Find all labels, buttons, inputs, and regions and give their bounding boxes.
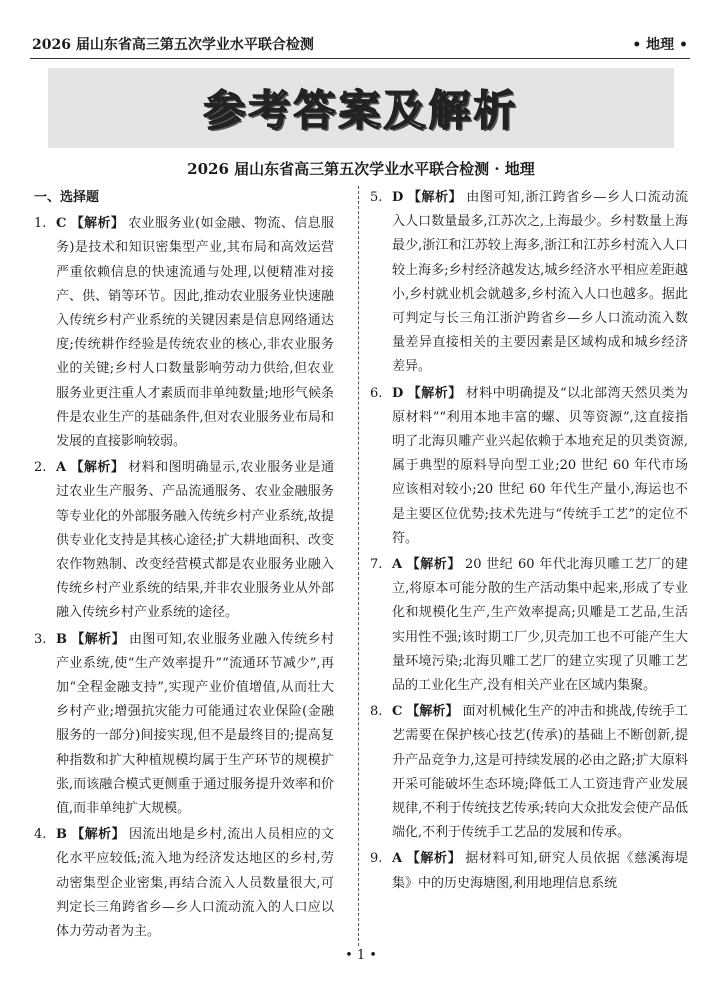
question-item xyxy=(370,186,688,380)
analysis-text: 由图可知,农业服务业融入传统乡村产业系统,使“生产效率提升”“流通环节减少”,再加“全程金融支持”,实现产业价值增值,从而壮大乡村产业;增强抗灾能力可能通过农业保险(金融服务的一部分)间接实现,但不是最终目的;提高复种指数和扩大种植规模均属于生产环节的规模扩张,而该融合模式更侧重于通过服务提升效率和价值,而非单纯扩大规模。 xyxy=(56,631,334,817)
answer-letter: C xyxy=(56,216,67,232)
analysis-tag: 【解析】 xyxy=(71,827,125,843)
analysis-tag: 【解析】 xyxy=(406,704,459,720)
subject-label: • 地理 • xyxy=(632,37,688,53)
question-item xyxy=(34,628,334,822)
analysis-tag: 【解析】 xyxy=(70,460,125,476)
answer-letter: D xyxy=(392,385,404,401)
analysis-tag: 【解析】 xyxy=(406,557,461,573)
analysis-text: 因流出地是乡村,流出人员相应的文化水平应较低;流入地为经济发达地区的乡村,劳动密集型企业密集,再结合流入人员数量很大,可判定长三角跨省乡—乡人口流动流入的人口应以体力劳动者为主。 xyxy=(56,827,334,940)
question-number: 8. xyxy=(370,704,383,720)
column-divider xyxy=(358,186,359,946)
question-number: 4. xyxy=(34,827,47,843)
answer-letter: A xyxy=(392,851,403,867)
analysis-text: 面对机械化生产的冲击和挑战,传统手工艺需要在保护核心技艺(传承)的基础上不断创新,提升产品竞争力,这是可持续发展的必由之路;扩大原料开采可能破坏生态环境;降低工人工资违背产业发展规律,不利于传统技艺传承;转向大众批发会使产品低端化,不利于传统手工艺品的发展和传承。 xyxy=(392,704,688,841)
question-item xyxy=(370,382,688,551)
analysis-text: 材料中明确提及“以北部湾天然贝类为原材料”“利用本地丰富的螺、贝等资源”,这直接指明了北海贝雕产业兴起依赖于本地充足的贝类资源,属于典型的原料导向型工业;20 世纪 60 年代市场应该相对较小;20 世纪 60 年代生产量小,海运也不是主要区位优势;技术先进与“传统手工艺”的定位不符。 xyxy=(392,385,688,546)
title-banner xyxy=(48,68,674,148)
banner-title: 参考答案及解析 xyxy=(203,86,519,135)
question-item xyxy=(370,700,688,845)
question-number: 9. xyxy=(370,851,383,867)
question-number: 7. xyxy=(370,557,383,573)
answer-letter: B xyxy=(56,631,67,647)
page-subtitle: 2026 届山东省高三第五次学业水平联合检测 · 地理 xyxy=(187,160,535,178)
question-item xyxy=(34,823,334,944)
exam-title: 2026 届山东省高三第五次学业水平联合检测 xyxy=(32,37,314,53)
question-item xyxy=(34,456,334,625)
answer-letter: B xyxy=(56,827,67,843)
analysis-tag: 【解析】 xyxy=(71,631,125,647)
analysis-tag: 【解析】 xyxy=(406,851,462,867)
question-number: 5. xyxy=(370,190,383,205)
right-column xyxy=(370,186,688,898)
analysis-text: 由图可知,浙江跨省乡—乡人口流动流入人口数量最多,江苏次之,上海最少。乡村数量上海最少,浙江和江苏较上海多,浙江和江苏乡村流入人口较上海多;乡村经济越发达,城乡经济水平相应差距越小,乡村就业机会就越多,乡村流入人口也越多。据此可判定与长三角江浙沪跨省乡—乡人口流动流入数量差异直接相关的主要因素是区域构成和城乡经济差异。 xyxy=(392,190,688,375)
analysis-text: 20 世纪 60 年代北海贝雕工艺厂的建立,将原本可能分散的生产活动集中起来,形成了专业化和规模化生产,生产效率提高;贝雕是工艺品,生活实用性不强;该时期工厂少,贝壳加工也不可能产生大量环境污染;北海贝雕工艺厂的建立实现了贝雕工艺品的工业化生产,没有相关产业在区域内集聚。 xyxy=(392,557,688,694)
analysis-tag: 【解析】 xyxy=(70,216,125,232)
question-number: 2. xyxy=(34,460,47,476)
question-item xyxy=(370,553,688,698)
answer-letter: A xyxy=(56,460,67,476)
left-column xyxy=(34,186,334,946)
question-number: 1. xyxy=(34,216,47,232)
analysis-text: 据材料可知,研究人员依据《慈溪海堤集》中的历史海塘图,利用地理信息系统 xyxy=(392,851,688,891)
question-number: 6. xyxy=(370,385,383,401)
question-number: 3. xyxy=(34,631,47,647)
question-item xyxy=(370,847,688,895)
answer-letter: A xyxy=(392,557,403,573)
answer-letter: D xyxy=(392,190,404,205)
analysis-tag: 【解析】 xyxy=(407,385,462,401)
answer-letter: C xyxy=(392,704,403,720)
analysis-tag: 【解析】 xyxy=(407,190,463,205)
question-item xyxy=(34,212,334,454)
section-title: 一、选择题 xyxy=(34,190,100,205)
analysis-text: 材料和图明确显示,农业服务业是通过农业生产服务、产品流通服务、农业金融服务等专业化的外部服务融入传统乡村产业系统,故提供专业化支持是其核心途径;扩大耕地面积、改变农作物熟制、改变经营模式都是农业服务业融入传统乡村产业系统的结果,并非农业服务业从外部融入传统乡村产业系统的途径。 xyxy=(56,460,334,621)
analysis-text: 农业服务业(如金融、物流、信息服务)是技术和知识密集型产业,其布局和高效运营严重依赖信息的快速流通与处理,以便精准对接产、供、销等环节。因此,推动农业服务业快速融入传统乡村产业系统的关键因素是信息网络通达度;传统耕作经验是传统农业的核心,非农业服务业的关键;乡村人口数量影响劳动力供给,但农业服务业更注重人才素质而非单纯数量;地形气候条件是农业生产的基础条件,但对农业服务业布局和发展的直接影响较弱。 xyxy=(56,216,334,450)
running-header xyxy=(30,34,690,59)
page-number: • 1 • xyxy=(345,948,377,963)
